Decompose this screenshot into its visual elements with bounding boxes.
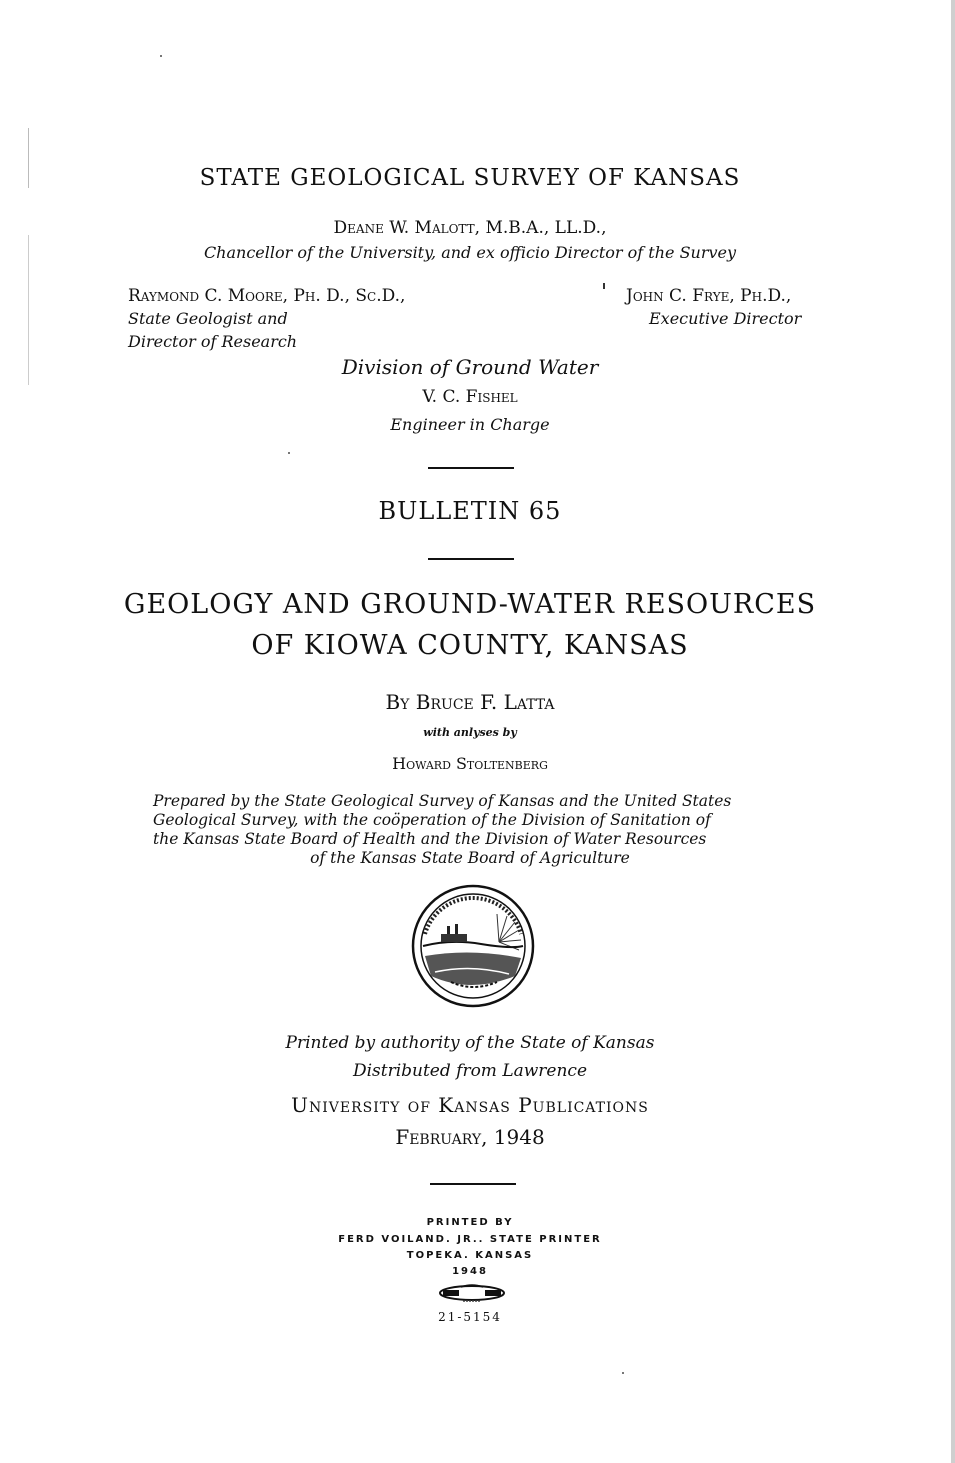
with-analyses-line: with anlyses by	[423, 726, 517, 739]
title-line1: GEOLOGY AND GROUND-WATER RESOURCES	[123, 589, 817, 620]
left-officer-role-line2: Director of Research	[128, 332, 298, 351]
title-line2: OF KIOWA COUNTY, KANSAS	[251, 630, 689, 661]
printed-by-authority: Printed by authority of the State of Kansas	[285, 1033, 655, 1053]
divider-rule	[430, 1183, 516, 1185]
scan-dot	[603, 283, 605, 289]
divider-rule	[428, 558, 514, 560]
printer-year: 1948	[452, 1266, 488, 1277]
scan-dot	[160, 55, 162, 57]
division-title: Division of Ground Water	[341, 355, 599, 379]
distributed-from: Distributed from Lawrence	[352, 1061, 588, 1081]
right-officer-role: Executive Director	[649, 309, 802, 328]
prepared-line4: of the Kansas State Board of Agriculture	[310, 849, 630, 867]
left-officer-role-line1: State Geologist and	[128, 309, 288, 328]
prepared-line3: the Kansas State Board of Health and the Division of Water Resources	[153, 830, 707, 848]
survey-title: STATE GEOLOGICAL SURVEY OF KANSAS	[199, 165, 741, 191]
printed-by-label: PRINTED BY	[426, 1217, 514, 1228]
page-edge	[951, 0, 955, 1463]
author-byline: By Bruce F. Latta	[385, 690, 555, 714]
kansas-state-seal-icon	[411, 884, 535, 1008]
printer-city: TOPEKA. KANSAS	[406, 1250, 534, 1261]
chancellor-name: Deane W. Malott, M.B.A., LL.D.,	[333, 218, 607, 238]
right-officer-name: John C. Frye, Ph.D.,	[626, 286, 792, 306]
print-code: 21-5154	[438, 1310, 502, 1324]
union-label-icon	[437, 1283, 507, 1305]
scan-dot	[622, 1372, 624, 1374]
printer-name: FERD VOILAND. JR.. STATE PRINTER	[338, 1234, 602, 1245]
analyst-name: Howard Stoltenberg	[392, 754, 548, 773]
divider-rule	[428, 467, 514, 469]
bulletin-label: BULLETIN 65	[378, 497, 562, 525]
publication-date: February, 1948	[395, 1125, 545, 1149]
engineer-role: Engineer in Charge	[390, 415, 550, 434]
prepared-line2: Geological Survey, with the coöperation of the Division of Sanitation of	[153, 811, 711, 829]
university-publications: University of Kansas Publications	[291, 1093, 649, 1117]
prepared-line1: Prepared by the State Geological Survey of Kansas and the United States	[153, 792, 732, 810]
engineer-name: V. C. Fishel	[422, 387, 518, 407]
left-officer-name: Raymond C. Moore, Ph. D., Sc.D.,	[128, 286, 406, 306]
chancellor-role: Chancellor of the University, and ex officio Director of the Survey	[203, 243, 737, 262]
scan-dot	[288, 452, 290, 454]
